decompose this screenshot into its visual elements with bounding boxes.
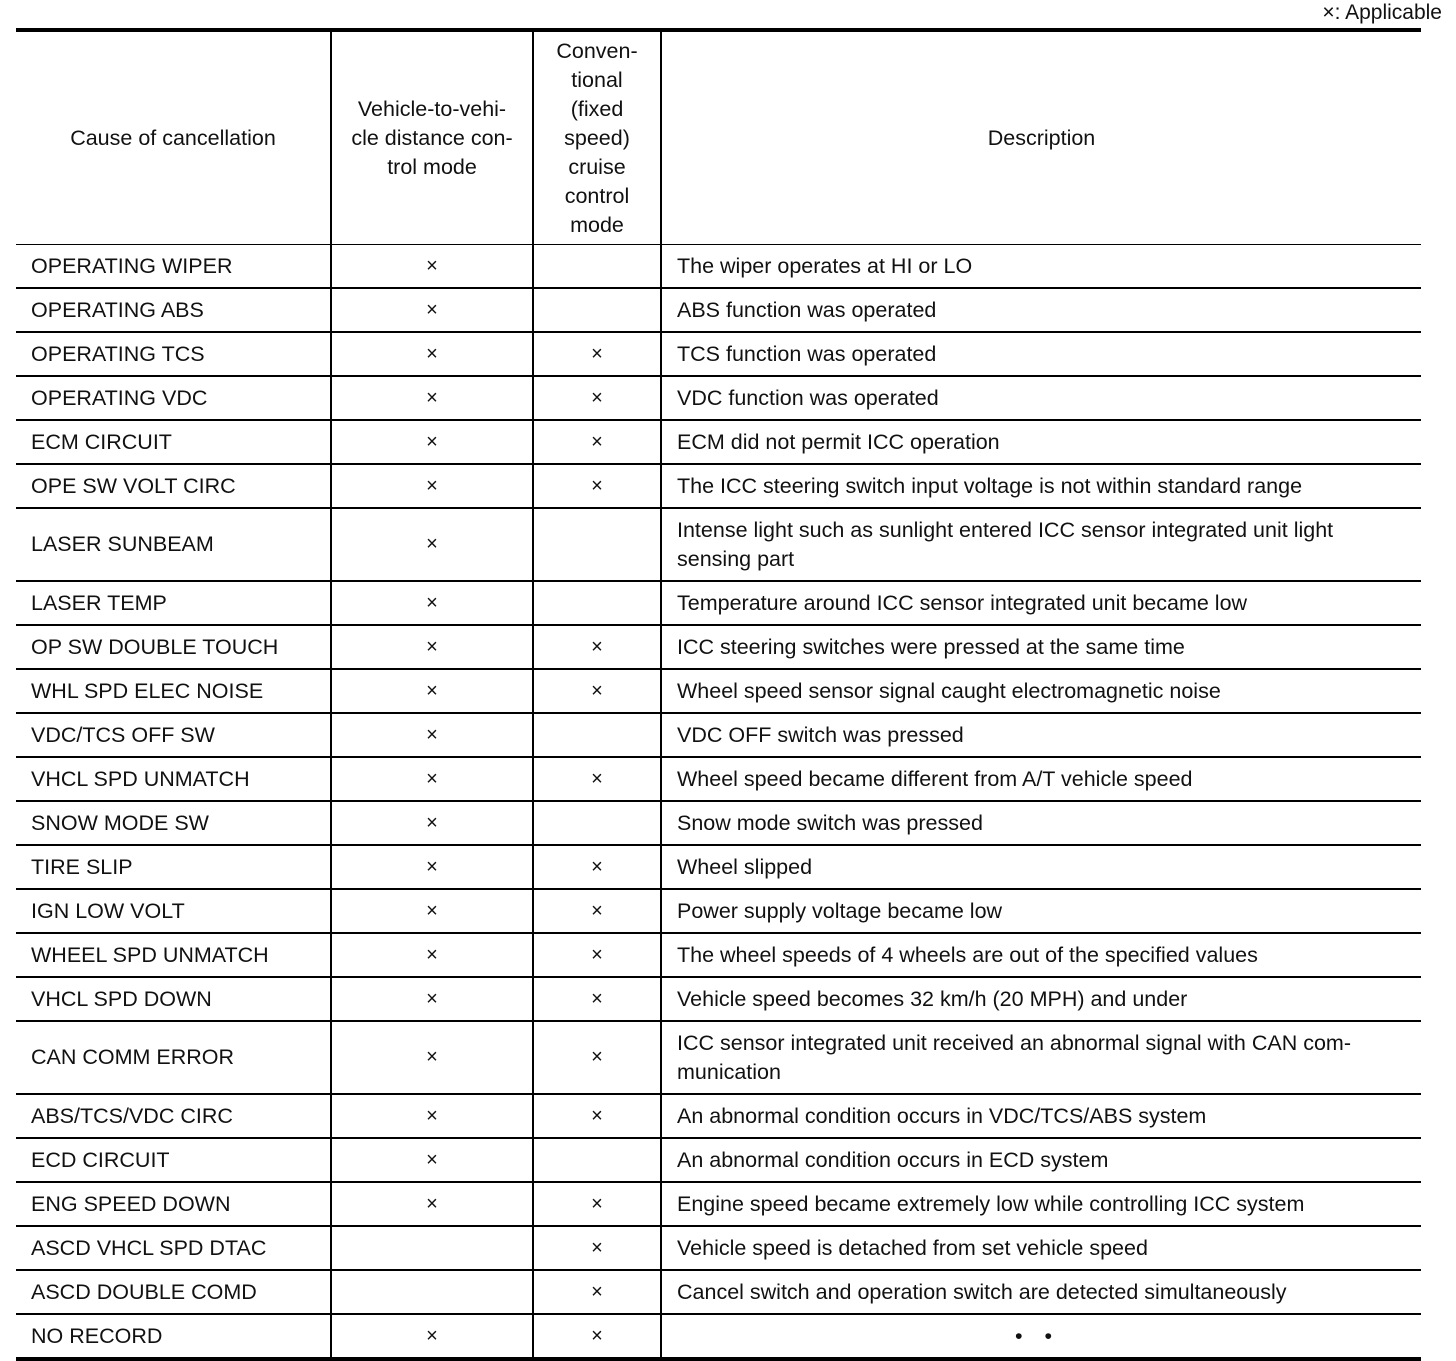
- cause-cell: ASCD DOUBLE COMD: [16, 1270, 331, 1314]
- table-row: [16, 464, 1421, 508]
- distance-mode-mark: ×: [331, 889, 533, 933]
- conventional-mode-mark: [533, 1138, 661, 1182]
- table-row: [16, 508, 1421, 581]
- cause-cell: SNOW MODE SW: [16, 801, 331, 845]
- table-row: [16, 420, 1421, 464]
- cause-cell: OP SW DOUBLE TOUCH: [16, 625, 331, 669]
- conventional-mode-mark: ×: [533, 757, 661, 801]
- cause-cell: OPERATING VDC: [16, 376, 331, 420]
- description-cell: Temperature around ICC sensor integrated unit became low: [661, 581, 1421, 625]
- cause-cell: ENG SPEED DOWN: [16, 1182, 331, 1226]
- header-description: Description: [661, 30, 1421, 245]
- table-row: [16, 332, 1421, 376]
- conventional-mode-mark: [533, 245, 661, 289]
- description-cell: The wiper operates at HI or LO: [661, 245, 1421, 289]
- description-cell: ECM did not permit ICC operation: [661, 420, 1421, 464]
- distance-mode-mark: ×: [331, 1138, 533, 1182]
- cause-cell: ECD CIRCUIT: [16, 1138, 331, 1182]
- distance-mode-mark: ×: [331, 1182, 533, 1226]
- description-cell: Vehicle speed is detached from set vehicle speed: [661, 1226, 1421, 1270]
- header-row: [16, 30, 1421, 245]
- distance-mode-mark: [331, 1226, 533, 1270]
- distance-mode-mark: ×: [331, 288, 533, 332]
- description-cell: Wheel speed sensor signal caught electromagnetic noise: [661, 669, 1421, 713]
- conventional-mode-mark: ×: [533, 977, 661, 1021]
- distance-mode-mark: ×: [331, 713, 533, 757]
- distance-mode-mark: ×: [331, 669, 533, 713]
- description-cell: VDC function was operated: [661, 376, 1421, 420]
- distance-mode-mark: ×: [331, 420, 533, 464]
- description-cell: The ICC steering switch input voltage is not within standard range: [661, 464, 1421, 508]
- cause-cell: OPERATING ABS: [16, 288, 331, 332]
- distance-mode-mark: ×: [331, 376, 533, 420]
- table-row: [16, 625, 1421, 669]
- distance-mode-mark: ×: [331, 1314, 533, 1359]
- table-row: [16, 1094, 1421, 1138]
- cause-cell: OPERATING TCS: [16, 332, 331, 376]
- description-cell: VDC OFF switch was pressed: [661, 713, 1421, 757]
- cause-cell: IGN LOW VOLT: [16, 889, 331, 933]
- cause-cell: LASER TEMP: [16, 581, 331, 625]
- table-row: [16, 376, 1421, 420]
- cause-cell: OPE SW VOLT CIRC: [16, 464, 331, 508]
- conventional-mode-mark: ×: [533, 1021, 661, 1094]
- distance-mode-mark: ×: [331, 625, 533, 669]
- description-cell: Vehicle speed becomes 32 km/h (20 MPH) and under: [661, 977, 1421, 1021]
- cause-cell: ABS/TCS/VDC CIRC: [16, 1094, 331, 1138]
- conventional-mode-mark: [533, 801, 661, 845]
- distance-mode-mark: ×: [331, 1094, 533, 1138]
- distance-mode-mark: ×: [331, 464, 533, 508]
- cause-cell: VHCL SPD DOWN: [16, 977, 331, 1021]
- conventional-mode-mark: [533, 288, 661, 332]
- table-row: [16, 288, 1421, 332]
- description-cell: The wheel speeds of 4 wheels are out of the specified values: [661, 933, 1421, 977]
- conventional-mode-mark: [533, 713, 661, 757]
- header-conventional-mode: Conven- tional (fixed speed) cruise control mode: [533, 30, 661, 245]
- description-cell: • •: [661, 1314, 1421, 1359]
- description-cell: Cancel switch and operation switch are detected simultaneously: [661, 1270, 1421, 1314]
- description-cell: An abnormal condition occurs in VDC/TCS/ABS system: [661, 1094, 1421, 1138]
- table-row: [16, 933, 1421, 977]
- distance-mode-mark: ×: [331, 581, 533, 625]
- header-cause: Cause of cancellation: [16, 30, 331, 245]
- applicable-legend: ×: Applicable: [1322, 1, 1442, 24]
- cause-cell: TIRE SLIP: [16, 845, 331, 889]
- description-cell: Engine speed became extremely low while controlling ICC system: [661, 1182, 1421, 1226]
- header-distance-mode: Vehicle-to-vehi- cle distance con- trol mode: [331, 30, 533, 245]
- table-body: [16, 245, 1421, 1360]
- description-cell: Snow mode switch was pressed: [661, 801, 1421, 845]
- description-cell: Wheel speed became different from A/T vehicle speed: [661, 757, 1421, 801]
- cause-cell: WHL SPD ELEC NOISE: [16, 669, 331, 713]
- description-cell: ABS function was operated: [661, 288, 1421, 332]
- conventional-mode-mark: ×: [533, 376, 661, 420]
- cause-cell: WHEEL SPD UNMATCH: [16, 933, 331, 977]
- description-cell: TCS function was operated: [661, 332, 1421, 376]
- distance-mode-mark: [331, 1270, 533, 1314]
- table-row: [16, 889, 1421, 933]
- table-row: [16, 801, 1421, 845]
- table-row: [16, 977, 1421, 1021]
- cause-cell: ECM CIRCUIT: [16, 420, 331, 464]
- table-row: [16, 1226, 1421, 1270]
- cause-cell: VDC/TCS OFF SW: [16, 713, 331, 757]
- table-row: [16, 581, 1421, 625]
- cause-cell: CAN COMM ERROR: [16, 1021, 331, 1094]
- table-row: [16, 845, 1421, 889]
- conventional-mode-mark: [533, 508, 661, 581]
- conventional-mode-mark: ×: [533, 625, 661, 669]
- description-cell: ICC steering switches were pressed at the same time: [661, 625, 1421, 669]
- conventional-mode-mark: ×: [533, 464, 661, 508]
- distance-mode-mark: ×: [331, 845, 533, 889]
- description-cell: Intense light such as sunlight entered ICC sensor integrated unit light sensing part: [661, 508, 1421, 581]
- conventional-mode-mark: ×: [533, 420, 661, 464]
- table-row: [16, 1021, 1421, 1094]
- conventional-mode-mark: ×: [533, 889, 661, 933]
- conventional-mode-mark: ×: [533, 1314, 661, 1359]
- conventional-mode-mark: ×: [533, 332, 661, 376]
- description-cell: Power supply voltage became low: [661, 889, 1421, 933]
- distance-mode-mark: ×: [331, 332, 533, 376]
- distance-mode-mark: ×: [331, 245, 533, 289]
- table-row: [16, 245, 1421, 289]
- table-row: [16, 1314, 1421, 1359]
- distance-mode-mark: ×: [331, 933, 533, 977]
- conventional-mode-mark: [533, 581, 661, 625]
- cancellation-causes-table: [16, 28, 1421, 1361]
- conventional-mode-mark: ×: [533, 669, 661, 713]
- table-row: [16, 1270, 1421, 1314]
- conventional-mode-mark: ×: [533, 933, 661, 977]
- description-cell: ICC sensor integrated unit received an abnormal signal with CAN com-munication: [661, 1021, 1421, 1094]
- distance-mode-mark: ×: [331, 977, 533, 1021]
- cause-cell: OPERATING WIPER: [16, 245, 331, 289]
- distance-mode-mark: ×: [331, 757, 533, 801]
- description-cell: Wheel slipped: [661, 845, 1421, 889]
- conventional-mode-mark: ×: [533, 1270, 661, 1314]
- description-cell: An abnormal condition occurs in ECD system: [661, 1138, 1421, 1182]
- table-row: [16, 1138, 1421, 1182]
- conventional-mode-mark: ×: [533, 1226, 661, 1270]
- distance-mode-mark: ×: [331, 801, 533, 845]
- cause-cell: ASCD VHCL SPD DTAC: [16, 1226, 331, 1270]
- table-row: [16, 669, 1421, 713]
- distance-mode-mark: ×: [331, 1021, 533, 1094]
- cause-cell: LASER SUNBEAM: [16, 508, 331, 581]
- conventional-mode-mark: ×: [533, 1094, 661, 1138]
- cause-cell: VHCL SPD UNMATCH: [16, 757, 331, 801]
- conventional-mode-mark: ×: [533, 845, 661, 889]
- distance-mode-mark: ×: [331, 508, 533, 581]
- cause-cell: NO RECORD: [16, 1314, 331, 1359]
- table-row: [16, 1182, 1421, 1226]
- table-row: [16, 757, 1421, 801]
- table-row: [16, 713, 1421, 757]
- conventional-mode-mark: ×: [533, 1182, 661, 1226]
